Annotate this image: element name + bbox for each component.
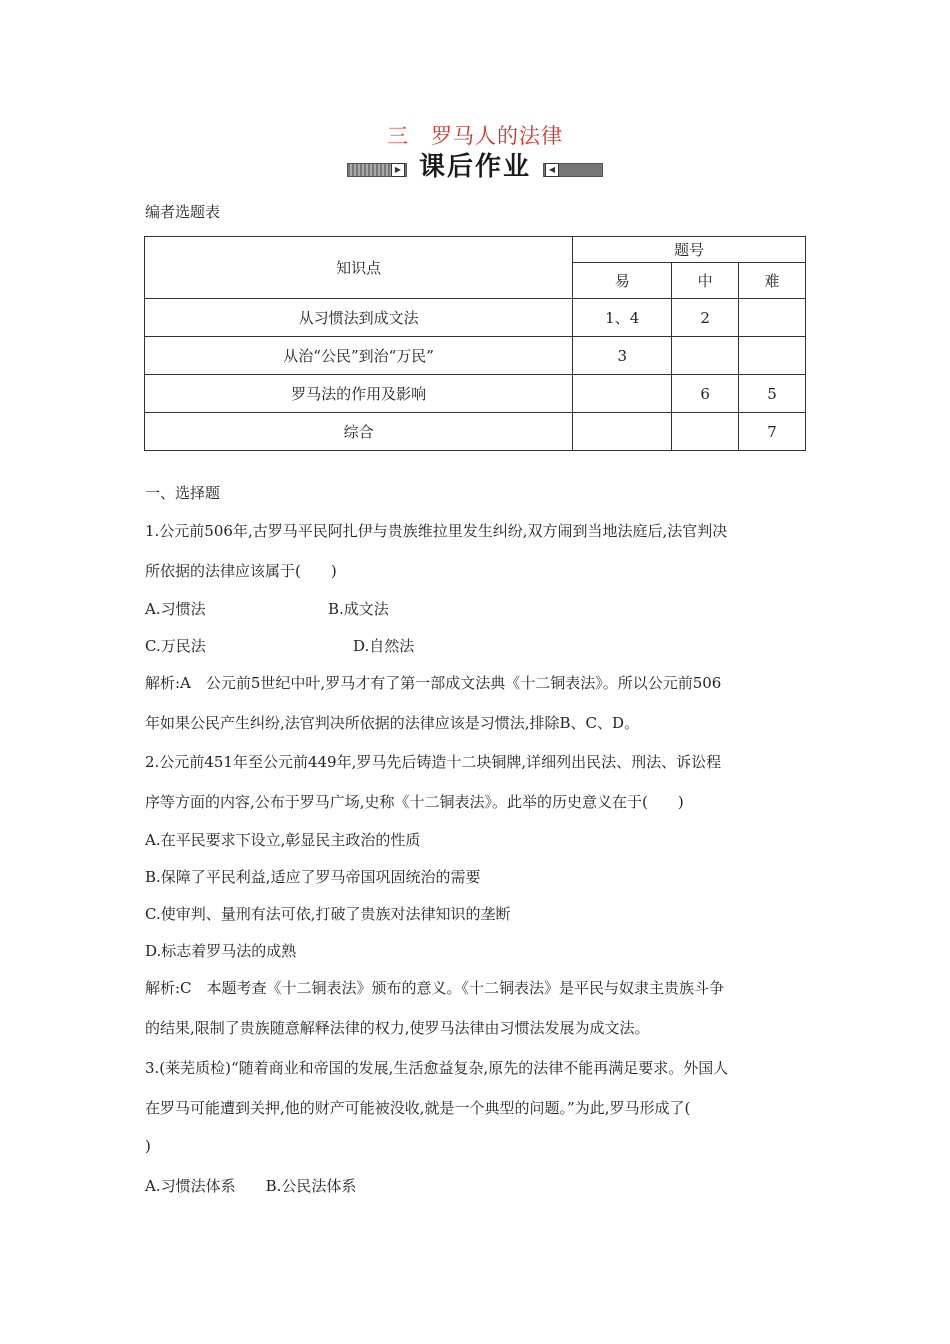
homework-banner (347, 152, 603, 182)
topic-cell: 从习惯法到成文法 (145, 299, 573, 337)
hard-cell (739, 337, 806, 375)
medium-cell (672, 337, 739, 375)
q1-stem-line2: 所依据的法律应该属于( ) (145, 562, 337, 580)
section-heading: 一、选择题 (145, 484, 221, 502)
hard-cell (739, 299, 806, 337)
q3-stem-line2: 在罗马可能遭到关押,他的财产可能被没收,就是一个典型的问题。”为此,罗马形成了( (145, 1099, 691, 1117)
q1-stem-line1: 1.公元前506年,古罗马平民阿扎伊与贵族维拉里发生纠纷,双方闹到当地法庭后,法官判决 (145, 522, 728, 540)
table-row (145, 299, 806, 337)
medium-cell (672, 413, 739, 451)
banner-text: 课后作业 (418, 152, 531, 182)
q2-analysis-line1: 解析:C 本题考查《十二铜表法》颁布的意义。《十二铜表法》是平民与奴隶主贵族斗争 (145, 979, 725, 997)
q1-option-a: A.习惯法 (145, 600, 206, 618)
easy-cell: 1、4 (573, 299, 672, 337)
q2-stem-line1: 2.公元前451年至公元前449年,罗马先后铸造十二块铜牌,详细列出民法、刑法、诉讼程 (145, 753, 722, 771)
easy-cell: 3 (573, 337, 672, 375)
q2-option-c: C.使审判、量刑有法可依,打破了贵族对法律知识的垄断 (145, 905, 511, 923)
table-row (145, 375, 806, 413)
q2-option-b: B.保障了平民利益,适应了罗马帝国巩固统治的需要 (145, 868, 481, 886)
easy-cell (573, 375, 672, 413)
page-title: 三 罗马人的法律 (387, 124, 563, 148)
topic-cell: 从治“公民”到治“万民” (145, 337, 573, 375)
q3-options-ab: A.习惯法体系 B.公民法体系 (145, 1177, 357, 1195)
topic-cell: 罗马法的作用及影响 (145, 375, 573, 413)
topic-table (144, 236, 806, 451)
q3-stem-line1: 3.(莱芜质检)“随着商业和帝国的发展,生活愈益复杂,原先的法律不能再满足要求。外国人 (145, 1059, 729, 1077)
q2-option-d: D.标志着罗马法的成熟 (145, 942, 297, 960)
table-caption: 编者选题表 (145, 203, 221, 221)
table-row (145, 337, 806, 375)
q2-stem-line2: 序等方面的内容,公布于罗马广场,史称《十二铜表法》。此举的历史意义在于( ) (145, 793, 684, 811)
medium-cell: 2 (672, 299, 739, 337)
q1-option-c: C.万民法 (145, 637, 206, 655)
level-hard: 难 (739, 263, 806, 299)
q3-stem-line3: ) (145, 1137, 151, 1155)
level-easy: 易 (573, 263, 672, 299)
knowledge-header: 知识点 (145, 237, 573, 299)
hard-cell: 5 (739, 375, 806, 413)
topic-cell: 综合 (145, 413, 573, 451)
q1-analysis-line1: 解析:A 公元前5世纪中叶,罗马才有了第一部成文法典《十二铜表法》。所以公元前506 (145, 674, 722, 692)
q2-option-a: A.在平民要求下设立,彰显民主政治的性质 (145, 831, 421, 849)
easy-cell (573, 413, 672, 451)
medium-cell: 6 (672, 375, 739, 413)
q1-option-b: B.成文法 (328, 600, 389, 618)
q1-option-d: D.自然法 (353, 637, 415, 655)
hard-cell: 7 (739, 413, 806, 451)
play-icon: ▶ (391, 163, 405, 177)
back-icon: ◀ (545, 163, 559, 177)
q1-analysis-line2: 年如果公民产生纠纷,法官判决所依据的法律应该是习惯法,排除B、C、D。 (145, 714, 640, 732)
number-header: 题号 (573, 237, 806, 263)
level-medium: 中 (672, 263, 739, 299)
table-row (145, 413, 806, 451)
q2-analysis-line2: 的结果,限制了贵族随意解释法律的权力,使罗马法律由习惯法发展为成文法。 (145, 1019, 650, 1037)
